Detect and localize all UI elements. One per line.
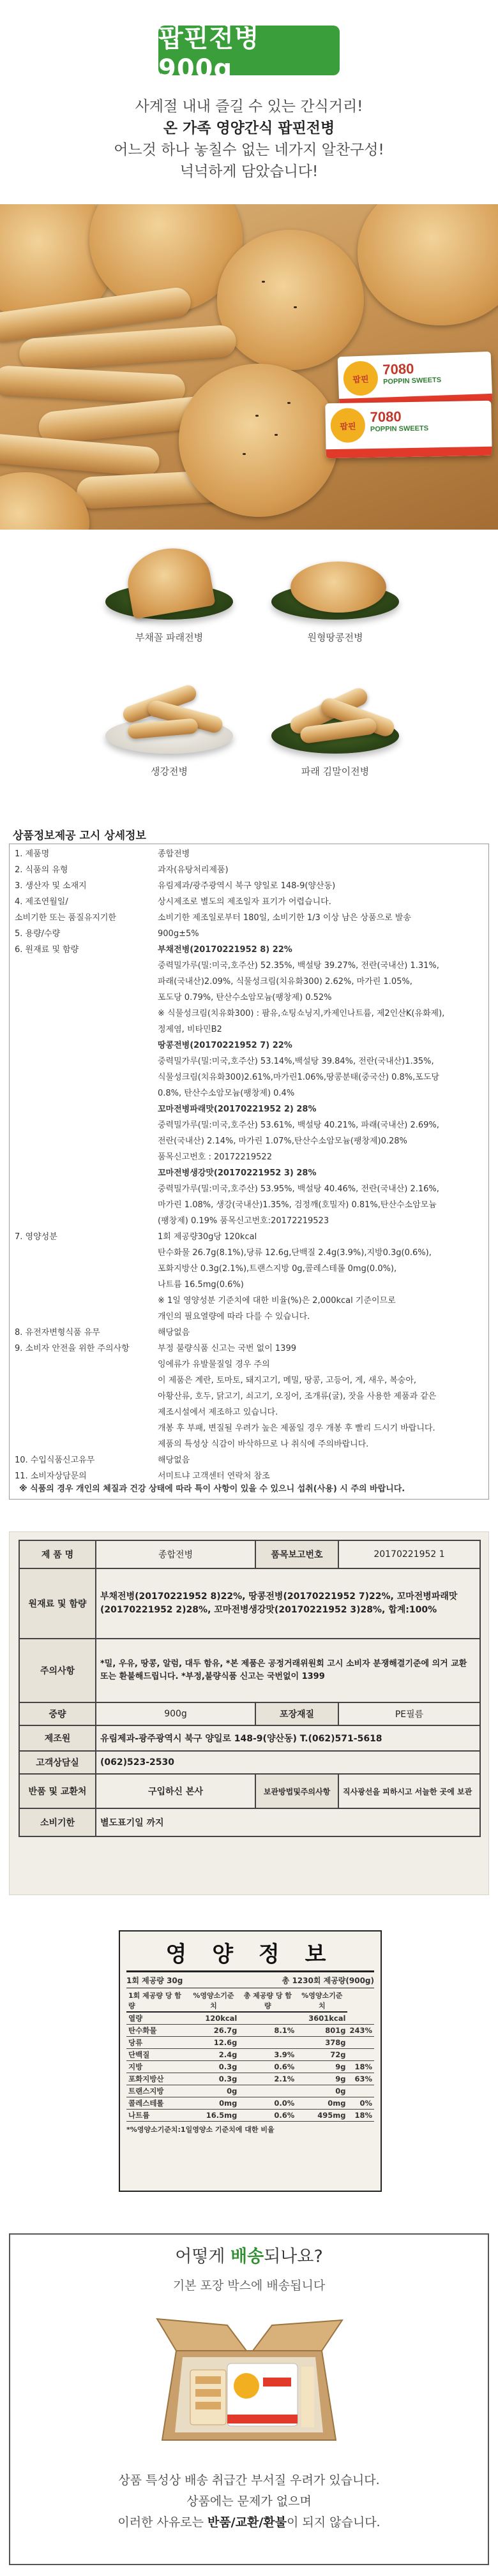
nutrition-cell-a: 12.6g <box>188 2037 239 2049</box>
info-row-key: 소비기한 또는 품질유지기한 <box>15 913 116 923</box>
info-row-key: 4. 제조연월일/ <box>15 897 68 907</box>
nutrition-cell-d <box>347 2049 374 2061</box>
label-contact-key: 고객상담실 <box>19 1751 96 1774</box>
nutrition-cell-c: 378g <box>296 2037 347 2049</box>
variety-ginger <box>96 683 243 778</box>
info-row-value: 부정 불량식품 신고는 국번 없이 1399 <box>158 1344 296 1353</box>
info-row-value: 이 제품은 계란, 토마토, 돼지고기, 메밀, 땅콩, 고등어, 게, 새우, 복숭아, <box>158 1376 417 1385</box>
nutrition-col-a: 1회 제공량 당 함량 <box>126 1990 188 2012</box>
nutrition-cell-n: 지방 <box>126 2061 188 2073</box>
nutrition-row <box>126 2061 374 2073</box>
label-expiry-key: 소비기한 <box>19 1808 96 1836</box>
info-note: ※ 식품의 경우 개인의 체질과 건강 상태에 따라 특이 사항이 있을 수 있으니 섭취(사용) 시 주의 바랍니다. <box>19 1484 405 1494</box>
nutrition-cell-d: 18% <box>347 2110 374 2122</box>
info-row-value: 0.8%, 탄산수소암모늄(팽창제) 0.4% <box>158 1089 295 1098</box>
nutrition-cell-d: 243% <box>347 2025 374 2037</box>
cardboard-box-illustration <box>151 2306 347 2454</box>
info-row-value: ※ 식물성크림(치유화300) : 팜유,쇼팅쇼닝지,카제인나트륨, 제2인산K(유화제), <box>158 1009 445 1018</box>
info-row-value: 포도당 0.79%, 탄산수소암모늄(팽창제) 0.52% <box>158 993 332 1002</box>
nutrition-footnote: *%영양소기준치:1일영양소 기준치에 대한 비율 <box>126 2126 275 2134</box>
info-row-value: 900g±5% <box>158 929 199 939</box>
nutrition-cell-n: 나트륨 <box>126 2110 188 2122</box>
info-row-value: 종합전병 <box>158 849 190 859</box>
nutrition-cell-n: 당류 <box>126 2037 188 2049</box>
shipping-title: 어떻게 배송되나요? <box>175 2247 323 2267</box>
info-row-key: 9. 소비자 안전을 위한 주의사항 <box>15 1344 130 1353</box>
nutrition-cell-n: 열량 <box>126 2012 188 2025</box>
label-report-number: 20170221952 1 <box>338 1540 480 1568</box>
nutrition-cell-d <box>347 2037 374 2049</box>
variety-photo <box>96 683 243 759</box>
info-row-key: 5. 용량/수량 <box>15 929 61 939</box>
variety-photo <box>262 683 409 759</box>
variety-seaweed-roll <box>262 683 409 778</box>
nutrition-cell-d: 18% <box>347 2061 374 2073</box>
label-maker: 유림제과-광주광역시 북구 양일로 148-9(양산동) T.(062)571-5618 <box>96 1725 480 1751</box>
nutrition-cell-a: 120kcal <box>188 2012 239 2025</box>
info-row-key: 8. 유전자변형식품 유무 <box>15 1328 100 1337</box>
label-ingredients: 부채전병(20170221952 8)22%, 땅콩전병(20170221952 7)22%, 꼬마전병파래맛(20170221952 2)28%, 꼬마전병생강맛(20170221952 3)28%, 합계:100% <box>96 1568 480 1639</box>
info-row-value: 제조시설에서 제조하고 있습니다. <box>158 1408 278 1417</box>
shipping-title-accent: 배송 <box>230 2247 264 2267</box>
info-row-value: (팽창제) 0.19% 품목신고번호:20172219523 <box>158 1216 329 1226</box>
nutrition-cell-d: 63% <box>347 2073 374 2085</box>
nutrition-col-d: %영양소기준치 <box>296 1990 347 2012</box>
nutrition-cell-n: 포화지방산 <box>126 2073 188 2085</box>
label-product-name-key: 제 품 명 <box>19 1540 96 1568</box>
info-row-value: 개인의 필요열량에 따라 다를 수 있습니다. <box>158 1312 310 1322</box>
nutrition-cell-n: 콜레스테롤 <box>126 2097 188 2110</box>
nutrition-row <box>126 2049 374 2061</box>
nutrition-cell-a: 0g <box>188 2085 239 2097</box>
nutrition-cell-b <box>239 2085 296 2097</box>
nutrition-cell-b <box>239 2037 296 2049</box>
nutrition-col-b: %영양소기준치 <box>188 1990 239 2012</box>
info-row-value: 식물성크림(치유화300)2.61%,마가린1.06%,땅콩분태(중국산) 0.8%,포도당 <box>158 1073 439 1082</box>
info-row-value: 1회 제공량30g당 120kcal <box>158 1232 257 1242</box>
info-row-value: 품목신고번호 : 20172219522 <box>158 1152 272 1162</box>
info-row-key: 2. 식품의 유형 <box>15 865 68 875</box>
nutrition-cell-b: 8.1% <box>239 2025 296 2037</box>
shipping-subtitle: 기본 포장 박스에 배송됩니다 <box>172 2279 326 2293</box>
info-row-value: 상시제조로 별도의 제조일자 표기가 어렵습니다. <box>158 897 331 907</box>
info-row-value: 아황산류, 호두, 닭고기, 쇠고기, 오징어, 조개류(굴), 잣을 사용한 제품과 같은 <box>158 1392 437 1401</box>
nutrition-cell-n: 탄수화물 <box>126 2025 188 2037</box>
nutrition-row <box>126 2110 374 2122</box>
variety-label: 생강전병 <box>151 766 188 777</box>
nutrition-serving-size: 1회 제공량 30g <box>126 1976 183 1985</box>
nutrition-cell-a: 0.3g <box>188 2061 239 2073</box>
label-return: 구입하신 본사 <box>96 1774 255 1808</box>
info-table <box>9 844 489 1500</box>
info-row-key: 3. 생산자 및 소재지 <box>15 881 87 891</box>
nutrition-cell-c: 801g <box>296 2025 347 2037</box>
info-row-value: 마가린 1.08%, 생강(국내산)1.35%, 검정깨(호밀자) 0.81%,탄산수소암모늄 <box>158 1200 437 1210</box>
label-product-name: 종합전병 <box>96 1540 255 1568</box>
label-storage: 직사광선을 피하시고 서늘한 곳에 보관 <box>338 1774 480 1808</box>
info-row-value: 꼬마전병파래맛(20170221952 2) 28% <box>158 1105 317 1114</box>
info-row-value: 중력밀가루(밀:미국,호주산) 53.95%, 백설탕 40.46%, 전란(국내산) 2.16%, <box>158 1184 439 1194</box>
info-row-key: 11. 소비자상담문의 <box>15 1471 87 1481</box>
variety-fan-seaweed <box>96 549 243 644</box>
info-row-value: 부채전병(20170221952 8) 22% <box>158 945 292 955</box>
info-row-value: 포화지방산 0.3g(2.1%),트랜스지방 0g,콜레스테롤 0mg(0.0%), <box>158 1264 397 1274</box>
intro-line-2: 온 가족 영양간식 팝핀전병 <box>163 120 335 137</box>
info-row-value: 꼬마전병생강맛(20170221952 3) 28% <box>158 1168 317 1178</box>
info-row-value: 전란(국내산) 2.14%, 마가린 1.07%,탄산수소암모늄(팽창제)0.28% <box>158 1136 407 1146</box>
label-expiry: 별도표기일 까지 <box>96 1808 480 1836</box>
shipping-line-3: 이러한 사유로는 반품/교환/환불이 되지 않습니다. <box>117 2515 381 2529</box>
nutrition-cell-d <box>347 2012 374 2025</box>
nutrition-total-servings: 총 1230회 제공량(900g) <box>282 1976 374 1985</box>
label-report-key: 품목보고번호 <box>255 1540 338 1568</box>
info-row-value: 제품의 특성상 식감이 바삭하므로 나 취식에 주의바랍니다. <box>158 1440 369 1449</box>
nutrition-cell-b <box>239 2012 296 2025</box>
label-storage-key: 보관방법및주의사항 <box>255 1774 338 1808</box>
nutrition-cell-c: 495mg <box>296 2110 347 2122</box>
label-package-key: 포장재질 <box>255 1702 338 1725</box>
nutrition-row <box>126 2097 374 2110</box>
nutrition-cell-a: 26.7g <box>188 2025 239 2037</box>
info-row-key: 10. 수입식품신고유무 <box>15 1456 95 1465</box>
label-caution-key: 주의사항 <box>19 1639 96 1702</box>
product-label-photo <box>9 1531 489 1895</box>
product-pack-2: 팝핀 7080 POPPIN SWEETS <box>325 401 492 459</box>
info-title: 상품정보제공 고시 상세정보 <box>13 830 146 842</box>
info-row-value: 중력밀가루(밀:미국,호주산) 52.35%, 백설탕 39.27%, 전란(국내산) 1.31%, <box>158 961 439 971</box>
nutrition-cell-n: 단백질 <box>126 2049 188 2061</box>
no-return-highlight: 반품/교환/환불 <box>207 2515 287 2529</box>
nutrition-cell-b: 0.0% <box>239 2097 296 2110</box>
info-row-value: 유림제과/광주광역시 북구 양일로 148-9(양산동) <box>158 881 336 891</box>
label-maker-key: 제조원 <box>19 1725 96 1751</box>
product-title-badge: 팝핀전병 900g <box>158 26 340 75</box>
hero-product-photo <box>0 204 498 530</box>
nutrition-row <box>126 2025 374 2037</box>
variety-label: 부채꼴 파래전병 <box>135 632 204 643</box>
nutrition-col-c: 총 제공량 당 함량 <box>239 1990 296 2012</box>
nutrition-cell-c: 3601kcal <box>296 2012 347 2025</box>
info-row-value: 잉에류가 유발물질일 경우 주의 <box>158 1360 270 1369</box>
nutrition-facts-panel <box>119 1930 382 2192</box>
nutrition-cell-c: 72g <box>296 2049 347 2061</box>
nutrition-cell-b: 0.6% <box>239 2110 296 2122</box>
info-row-value: 개봉 후 부패, 변질될 우려가 높은 제품일 경우 개봉 후 빨리 드시기 바랍니다. <box>158 1424 435 1433</box>
product-pack-1: 팝핀 7080 POPPIN SWEETS <box>338 352 493 408</box>
info-row-value: 서미트냐 고객센터 연락처 참조 <box>158 1471 270 1481</box>
variety-label: 원형땅콩전병 <box>307 632 363 643</box>
nutrition-serving <box>126 1975 374 1988</box>
info-row-key: 7. 영양성분 <box>15 1232 57 1242</box>
nutrition-cell-c: 0g <box>296 2085 347 2097</box>
label-table <box>19 1540 481 1837</box>
shipping-box-photo <box>151 2306 347 2454</box>
info-row-value: 해당없음 <box>158 1456 190 1465</box>
info-row-value: 탄수화물 26.7g(8.1%),당류 12.6g,단백질 2.4g(3.9%),지방0.3g(0.6%), <box>158 1248 432 1258</box>
nutrition-row <box>126 2012 374 2025</box>
info-row-value: 해당없음 <box>158 1328 190 1337</box>
intro-line-4: 넉넉하게 담았습니다! <box>179 163 319 180</box>
nutrition-table <box>126 1990 374 2122</box>
info-row-value: 파래(국내산)2.09%, 식물성크림(치유화300) 2.62%, 마가린 1.05%, <box>158 977 412 986</box>
variety-photo <box>262 549 409 625</box>
label-weight: 900g <box>96 1702 255 1725</box>
info-row-value: 중력밀가루(밀:미국,호주산) 53.61%, 백설탕 40.21%, 파래(국내산) 2.69%, <box>158 1120 439 1130</box>
intro-line-1: 사계절 내내 즐길 수 있는 간식거리! <box>135 98 363 115</box>
nutrition-cell-c: 0mg <box>296 2097 347 2110</box>
label-contact: (062)523-2530 <box>96 1751 480 1774</box>
nutrition-row <box>126 2073 374 2085</box>
info-row-value: 땅콩전병(20170221952 7) 22% <box>158 1041 292 1050</box>
nutrition-cell-a: 16.5mg <box>188 2110 239 2122</box>
variety-label: 파래 김말이전병 <box>301 766 370 777</box>
info-row-value: 과자(유탕처리제품) <box>158 865 229 875</box>
nutrition-cell-d: 0% <box>347 2097 374 2110</box>
nutrition-cell-a: 0.3g <box>188 2073 239 2085</box>
nutrition-cell-c: 9g <box>296 2061 347 2073</box>
info-row-value: 중력밀가루(밀:미국,호주산) 53.14%,백설탕 39.84%, 전란(국내산)1.35%, <box>158 1057 434 1066</box>
nutrition-cell-c: 9g <box>296 2073 347 2085</box>
nutrition-cell-a: 2.4g <box>188 2049 239 2061</box>
label-ingredients-key: 원재료 및 함량 <box>19 1568 96 1639</box>
info-row-value: ※ 1일 영양성분 기준치에 대한 비율(%)은 2,000kcal 기준이므로 <box>158 1296 396 1306</box>
info-row-key: 6. 원재료 및 함량 <box>15 945 79 955</box>
label-return-key: 반품 및 교환처 <box>19 1774 96 1808</box>
intro-text <box>0 96 498 182</box>
nutrition-cell-a: 0mg <box>188 2097 239 2110</box>
shipping-line-1: 상품 특성상 배송 취급간 부서질 우려가 있습니다. <box>118 2473 380 2487</box>
intro-line-3: 어느것 하나 놓칠수 없는 네가지 알찬구성! <box>114 142 384 158</box>
nutrition-cell-b: 0.6% <box>239 2061 296 2073</box>
info-row-value: 소비기한 제조일로부터 180일, 소비기한 1/3 이상 남은 상품으로 발송 <box>158 913 411 923</box>
label-package: PE필름 <box>338 1702 480 1725</box>
label-caution: *밀, 우유, 땅콩, 알럼, 대두 함유, *본 제품은 공정거래위원회 고시 소비자 분쟁해결기준에 의거 교환 또는 환불해드립니다. *부정,불량식품 신고는 국번없이 1399 <box>96 1639 480 1702</box>
nutrition-row <box>126 2037 374 2049</box>
nutrition-cell-b: 3.9% <box>239 2049 296 2061</box>
nutrition-cell-b: 2.1% <box>239 2073 296 2085</box>
variety-photo <box>96 549 243 625</box>
info-row-key: 1. 제품명 <box>15 849 50 859</box>
nutrition-cell-d <box>347 2085 374 2097</box>
nutrition-title: 영 양 정 보 <box>126 1937 374 1972</box>
nutrition-cell-n: 트랜스지방 <box>126 2085 188 2097</box>
shipping-line-2: 상품에는 문제가 없으며 <box>186 2494 312 2508</box>
variety-peanut-round <box>262 549 409 644</box>
info-row-value: 나트륨 16.5mg(0.6%) <box>158 1280 244 1290</box>
label-weight-key: 중량 <box>19 1702 96 1725</box>
info-row-value: 정제염, 비타민B2 <box>158 1025 222 1034</box>
nutrition-row <box>126 2085 374 2097</box>
